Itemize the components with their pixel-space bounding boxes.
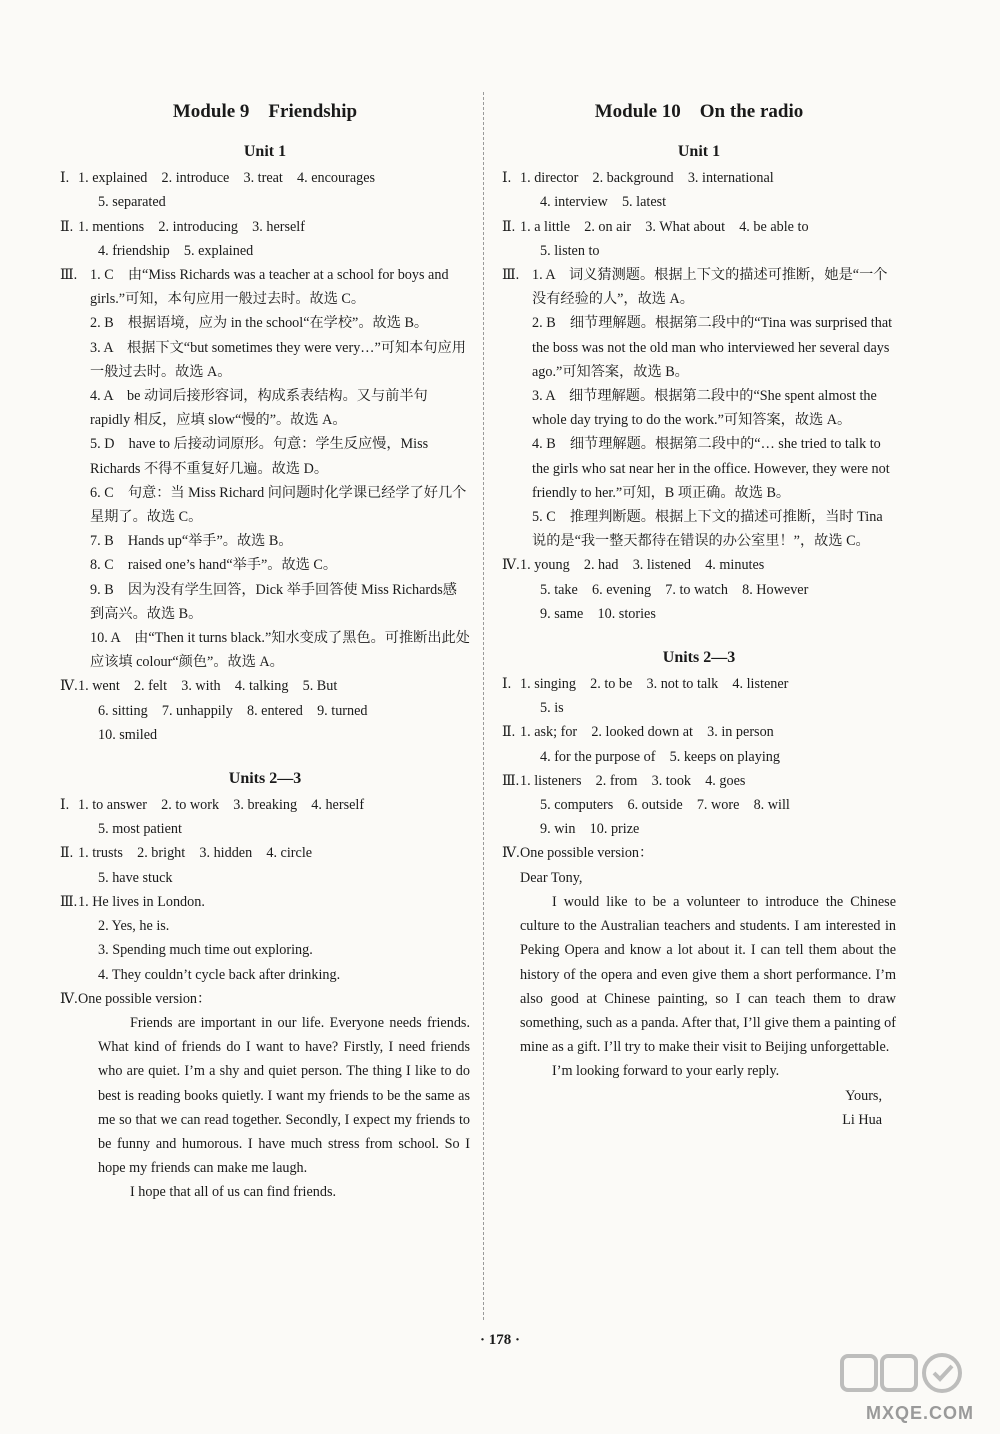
answer-item: 8. C raised one’s hand“举手”。故选 C。	[90, 557, 338, 574]
section-3: Ⅲ.1. He lives in London. 2. Yes, he is. 3. Spending much time out exploring. 4. They couldn’t cycle back after drinking.	[60, 893, 341, 983]
answer-item: 4. B 细节理解题。根据第二段中的“… she tried to talk to the girls who sat near her in the office. However, they were not friendly to her.”可知，B 项正确。故选 B。	[532, 436, 890, 501]
section-2: Ⅱ. 1. ask; for 2. looked down at 3. in person 4. for the purpose of 5. keeps on playing	[502, 724, 780, 765]
section-3: Ⅲ.1. listeners 2. from 3. took 4. goes 5. computers 6. outside 7. wore 8. will 9. win 10. prize	[502, 772, 790, 838]
answer-item: 5. D have to 后接动词原形。句意：学生反应慢，Miss Richards 不得不重复好几遍。故选 D。	[90, 436, 429, 477]
unit-1-title: Unit 1	[243, 143, 287, 161]
section-3: Ⅲ. 1. C 由“Miss Richards was a teacher at a school for boys and girls.”可知，本句应用一般过去时。故选 C。 2. B 根据语境，应为 in the school“在学校”。故选 B。 3. A 根据下文“but sometimes they were very…”可知本句应用一般过去时。故选 A。 4. A be 动词后接形容词，构成系表结构。又与前半句 rapidly 相反，应填 slow“慢的”。故选 A。 5. D have to 后接动词原形。句意：学生反应慢，Miss Richards 不得不重复好几遍。故选 D。 6. C 句意：当 Miss Richard 问问题时化学课已经学了好几个星期了。故选 C。 7. B Hands up“举手”。故选 B。 8. C raised one’s hand“举手”。故选 C。 9. B 因为没有学生回答，Dick 举手回答使 Miss Richards感到高兴。故选 B。 10. A 由“Then it turns black.”知水变成了黑色。可推断出此处应该填 colour“颜色”。故选 A。	[60, 263, 470, 674]
units-2-3-title: Units 2—3	[662, 649, 736, 667]
column-divider	[483, 92, 484, 1320]
section-2: Ⅱ. 1. trusts 2. bright 3. hidden 4. circle 5. have stuck	[60, 845, 313, 886]
section-4: Ⅳ.One possible version： Dear Tony, I would like to be a volunteer to introduce the Chinese culture to the Australian teachers and students. I am interested in Peking Opera and know a lot about it. I can tell them about the history of the opera and even give them a short performance. I’m also good at Chinese painting, so I can teach them to draw something, such as a panda. After that, I’ll give them a painting of mine as a gift. I’ll try to make their visit to Beijing unforgettable. I’m looking forward to your early reply. Yours, Li Hua	[502, 841, 896, 1131]
section-4: Ⅳ.One possible version： Friends are important in our life. Everyone needs friends. What kind of friends do I want to have? Firstly, I need friends who are quiet. I’m a shy and quiet person. The thing I like to do best is reading books quietly. I want my friends to be the same as me so that we can read together. Secondly, I expect my friends to be funny and humorous. I have much stress from school. So I hope my friends can make me laugh. I hope that all of us can find friends.	[60, 987, 470, 1205]
unit-1-title: Unit 1	[677, 143, 721, 161]
answer-item: 2. B 细节理解题。根据第二段中的“Tina was surprised that the boss was not the old man who interviewed her several days ago.”可知答案，故选 B。	[532, 315, 893, 380]
module-9-title: Module 9 Friendship	[172, 101, 358, 122]
answer-item: 10. A 由“Then it turns black.”知水变成了黑色。可推断出此处应该填 colour“颜色”。故选 A。	[90, 630, 470, 671]
answer-item: 1. C 由“Miss Richards was a teacher at a school for boys and girls.”可知，本句应用一般过去时。故选 C。	[90, 267, 449, 308]
essay-paragraph: I hope that all of us can find friends.	[130, 1184, 337, 1201]
section-2: Ⅱ. 1. mentions 2. introducing 3. herself 4. friendship 5. explained	[60, 218, 305, 259]
right-column	[502, 90, 896, 1132]
section-1: Ⅰ. 1. to answer 2. to work 3. breaking 4. herself 5. most patient	[60, 797, 365, 838]
letter-closing: Yours,	[845, 1087, 882, 1104]
section-4: Ⅳ.1. young 2. had 3. listened 4. minutes 5. take 6. evening 7. to watch 8. However 9. same 10. stories	[502, 557, 809, 622]
section-1: Ⅰ. 1. director 2. background 3. international 4. interview 5. latest	[502, 170, 774, 211]
letter-greeting: Dear Tony,	[520, 869, 583, 886]
answer-item: 4. A be 动词后接形容词，构成系表结构。又与前半句 rapidly 相反，应填 slow“慢的”。故选 A。	[90, 388, 428, 429]
left-column	[60, 90, 470, 1205]
answer-item: 3. A 细节理解题。根据第二段中的“She spent almost the whole day trying to do the work.”可知答案，故选 A。	[532, 388, 877, 429]
module-10-title: Module 10 On the radio	[594, 101, 804, 122]
section-1: Ⅰ. 1. singing 2. to be 3. not to talk 4. listener 5. is	[502, 676, 789, 717]
answer-item: 5. C 推理判断题。根据上下文的描述可推断，当时 Tina 说的是“我一整天都待在错误的办公室里！”，故选 C。	[532, 509, 883, 550]
page-number: · 178 ·	[479, 1332, 520, 1348]
answer-item: 7. B Hands up“举手”。故选 B。	[90, 533, 293, 550]
essay-paragraph: Friends are important in our life. Everyone needs friends. What kind of friends do I want to have? Firstly, I need friends who are quiet. I’m a shy and quiet person. The thing I like to do best is reading books quietly. I want my friends to be the same as me so that we can read together. Secondly, I expect my friends to be funny and humorous. I have much stress from school. So I hope my friends can make me laugh.	[98, 1014, 470, 1177]
watermark-text: MXQE.COM	[865, 1403, 974, 1423]
section-4: Ⅳ.1. went 2. felt 3. with 4. talking 5. But 6. sitting 7. unhappily 8. entered 9. turned 10. smiled	[60, 678, 368, 743]
letter-paragraph: I would like to be a volunteer to introduce the Chinese culture to the Australian teachers and students. I am interested in Peking Opera and know a lot about it. I can tell them about the history of the opera and even give them a short performance. I’m also good at Chinese painting, so I can teach them to draw something, such as a panda. After that, I’ll give them a painting of mine as a gift. I’ll try to make their visit to Beijing unforgettable.	[520, 893, 896, 1056]
answer-item: 1. A 词义猜测题。根据上下文的描述可推断，她是“一个没有经验的人”，故选 A。	[532, 267, 888, 308]
section-1: Ⅰ. 1. explained 2. introduce 3. treat 4. encourages 5. separated	[60, 170, 376, 211]
answer-item: 3. A 根据下文“but sometimes they were very…”可知本句应用一般过去时。故选 A。	[90, 339, 466, 380]
letter-signature: Li Hua	[842, 1111, 882, 1128]
answer-item: 9. B 因为没有学生回答，Dick 举手回答使 Miss Richards感到高兴。故选 B。	[90, 581, 457, 622]
units-2-3-title: Units 2—3	[228, 770, 302, 788]
section-3: Ⅲ. 1. A 词义猜测题。根据上下文的描述可推断，她是“一个没有经验的人”，故选 A。 2. B 细节理解题。根据第二段中的“Tina was surprised that the boss was not the old man who interviewed her several days ago.”可知答案，故选 B。 3. A 细节理解题。根据第二段中的“She spent almost the whole day trying to do the work.”可知答案，故选 A。 4. B 细节理解题。根据第二段中的“… she tried to talk to the girls who sat near her in the office. However, they were not friendly to her.”可知，B 项正确。故选 B。 5. C 推理判断题。根据上下文的描述可推断，当时 Tina 说的是“我一整天都待在错误的办公室里！”，故选 C。	[502, 263, 896, 553]
letter-paragraph: I’m looking forward to your early reply.	[552, 1063, 780, 1080]
section-2: Ⅱ. 1. a little 2. on air 3. What about 4. be able to 5. listen to	[502, 218, 809, 259]
answer-item: 2. B 根据语境，应为 in the school“在学校”。故选 B。	[90, 315, 429, 332]
answer-item: 6. C 句意：当 Miss Richard 问问题时化学课已经学了好几个星期了。故选 C。	[90, 484, 467, 526]
